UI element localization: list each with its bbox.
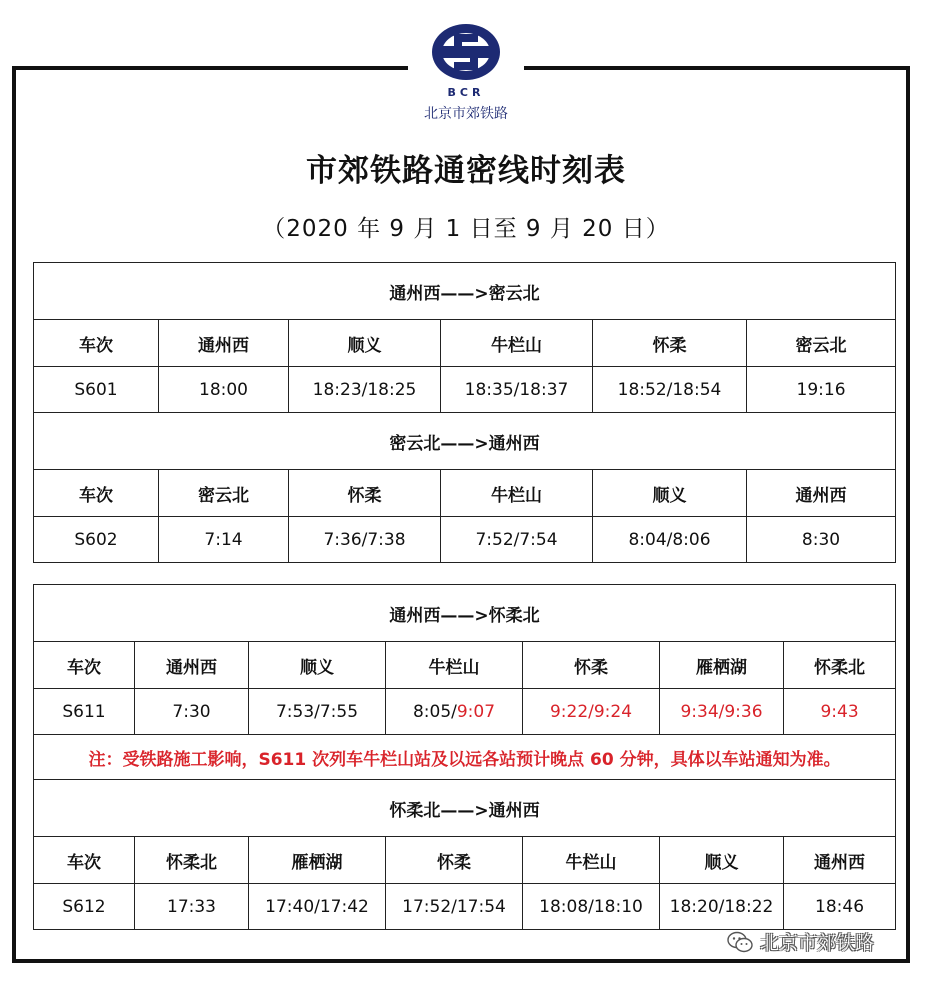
delayed-cell: 9:22/9:24 <box>523 689 660 735</box>
table-cell: 7:30 <box>135 689 249 735</box>
section-title: 通州西——>怀柔北 <box>34 585 896 642</box>
column-header: 通州西 <box>159 320 289 367</box>
table-cell: 8:04/8:06 <box>593 517 747 563</box>
train-number: S612 <box>34 884 135 930</box>
table-cell: 18:35/18:37 <box>441 367 593 413</box>
column-header: 牛栏山 <box>441 470 593 517</box>
train-number: S602 <box>34 517 159 563</box>
table-cell: 18:46 <box>784 884 896 930</box>
column-header: 牛栏山 <box>523 837 660 884</box>
table-cell: 7:53/7:55 <box>249 689 386 735</box>
table-cell: 18:23/18:25 <box>289 367 441 413</box>
column-header: 顺义 <box>249 642 386 689</box>
section-title: 密云北——>通州西 <box>34 413 896 470</box>
column-header: 车次 <box>34 470 159 517</box>
table-cell: 18:08/18:10 <box>523 884 660 930</box>
wechat-icon <box>726 930 754 954</box>
table-cell: 18:00 <box>159 367 289 413</box>
table-cell: 17:33 <box>135 884 249 930</box>
column-header: 车次 <box>34 320 159 367</box>
section-title: 通州西——>密云北 <box>34 263 896 320</box>
column-header: 密云北 <box>159 470 289 517</box>
column-header: 顺义 <box>593 470 747 517</box>
column-header: 顺义 <box>660 837 784 884</box>
timetable-tongmi <box>33 262 896 563</box>
on-time-part: 8:05/ <box>412 701 457 722</box>
bcr-logo-icon <box>428 20 504 84</box>
date-range: （2020 年 9 月 1 日至 9 月 20 日） <box>262 216 670 242</box>
table-cell: 7:14 <box>159 517 289 563</box>
logo-name: 北京市郊铁路 <box>424 106 508 122</box>
column-header: 雁栖湖 <box>660 642 784 689</box>
column-header: 怀柔 <box>593 320 747 367</box>
column-header: 怀柔北 <box>135 837 249 884</box>
page-title: 市郊铁路通密线时刻表 <box>306 153 626 189</box>
table-cell: 7:52/7:54 <box>441 517 593 563</box>
column-header: 怀柔 <box>523 642 660 689</box>
delayed-cell: 9:43 <box>784 689 896 735</box>
column-header: 密云北 <box>747 320 896 367</box>
column-header: 牛栏山 <box>441 320 593 367</box>
column-header: 雁栖湖 <box>249 837 386 884</box>
table-cell: 8:30 <box>747 517 896 563</box>
column-header: 通州西 <box>747 470 896 517</box>
watermark-text: 北京市郊铁路 <box>760 932 875 954</box>
column-header: 牛栏山 <box>386 642 523 689</box>
column-header: 顺义 <box>289 320 441 367</box>
logo-abbr: BCR <box>447 86 485 99</box>
table-cell: 17:40/17:42 <box>249 884 386 930</box>
section-title: 怀柔北——>通州西 <box>34 780 896 837</box>
delay-notice: 注：受铁路施工影响，S611 次列车牛栏山站及以远各站预计晚点 60 分钟，具体以车站通知为准。 <box>34 735 896 780</box>
column-header: 通州西 <box>135 642 249 689</box>
table-cell: 17:52/17:54 <box>386 884 523 930</box>
train-number: S601 <box>34 367 159 413</box>
train-number: S611 <box>34 689 135 735</box>
column-header: 怀柔 <box>289 470 441 517</box>
delayed-cell: 9:34/9:36 <box>660 689 784 735</box>
table-cell: 7:36/7:38 <box>289 517 441 563</box>
watermark <box>726 928 874 955</box>
table-cell <box>386 689 523 735</box>
delayed-part: 9:07 <box>456 701 496 722</box>
column-header: 通州西 <box>784 837 896 884</box>
column-header: 车次 <box>34 837 135 884</box>
column-header: 怀柔 <box>386 837 523 884</box>
table-cell: 19:16 <box>747 367 896 413</box>
timetable-tonghuai <box>33 584 896 930</box>
table-cell: 18:20/18:22 <box>660 884 784 930</box>
column-header: 怀柔北 <box>784 642 896 689</box>
column-header: 车次 <box>34 642 135 689</box>
table-cell: 18:52/18:54 <box>593 367 747 413</box>
